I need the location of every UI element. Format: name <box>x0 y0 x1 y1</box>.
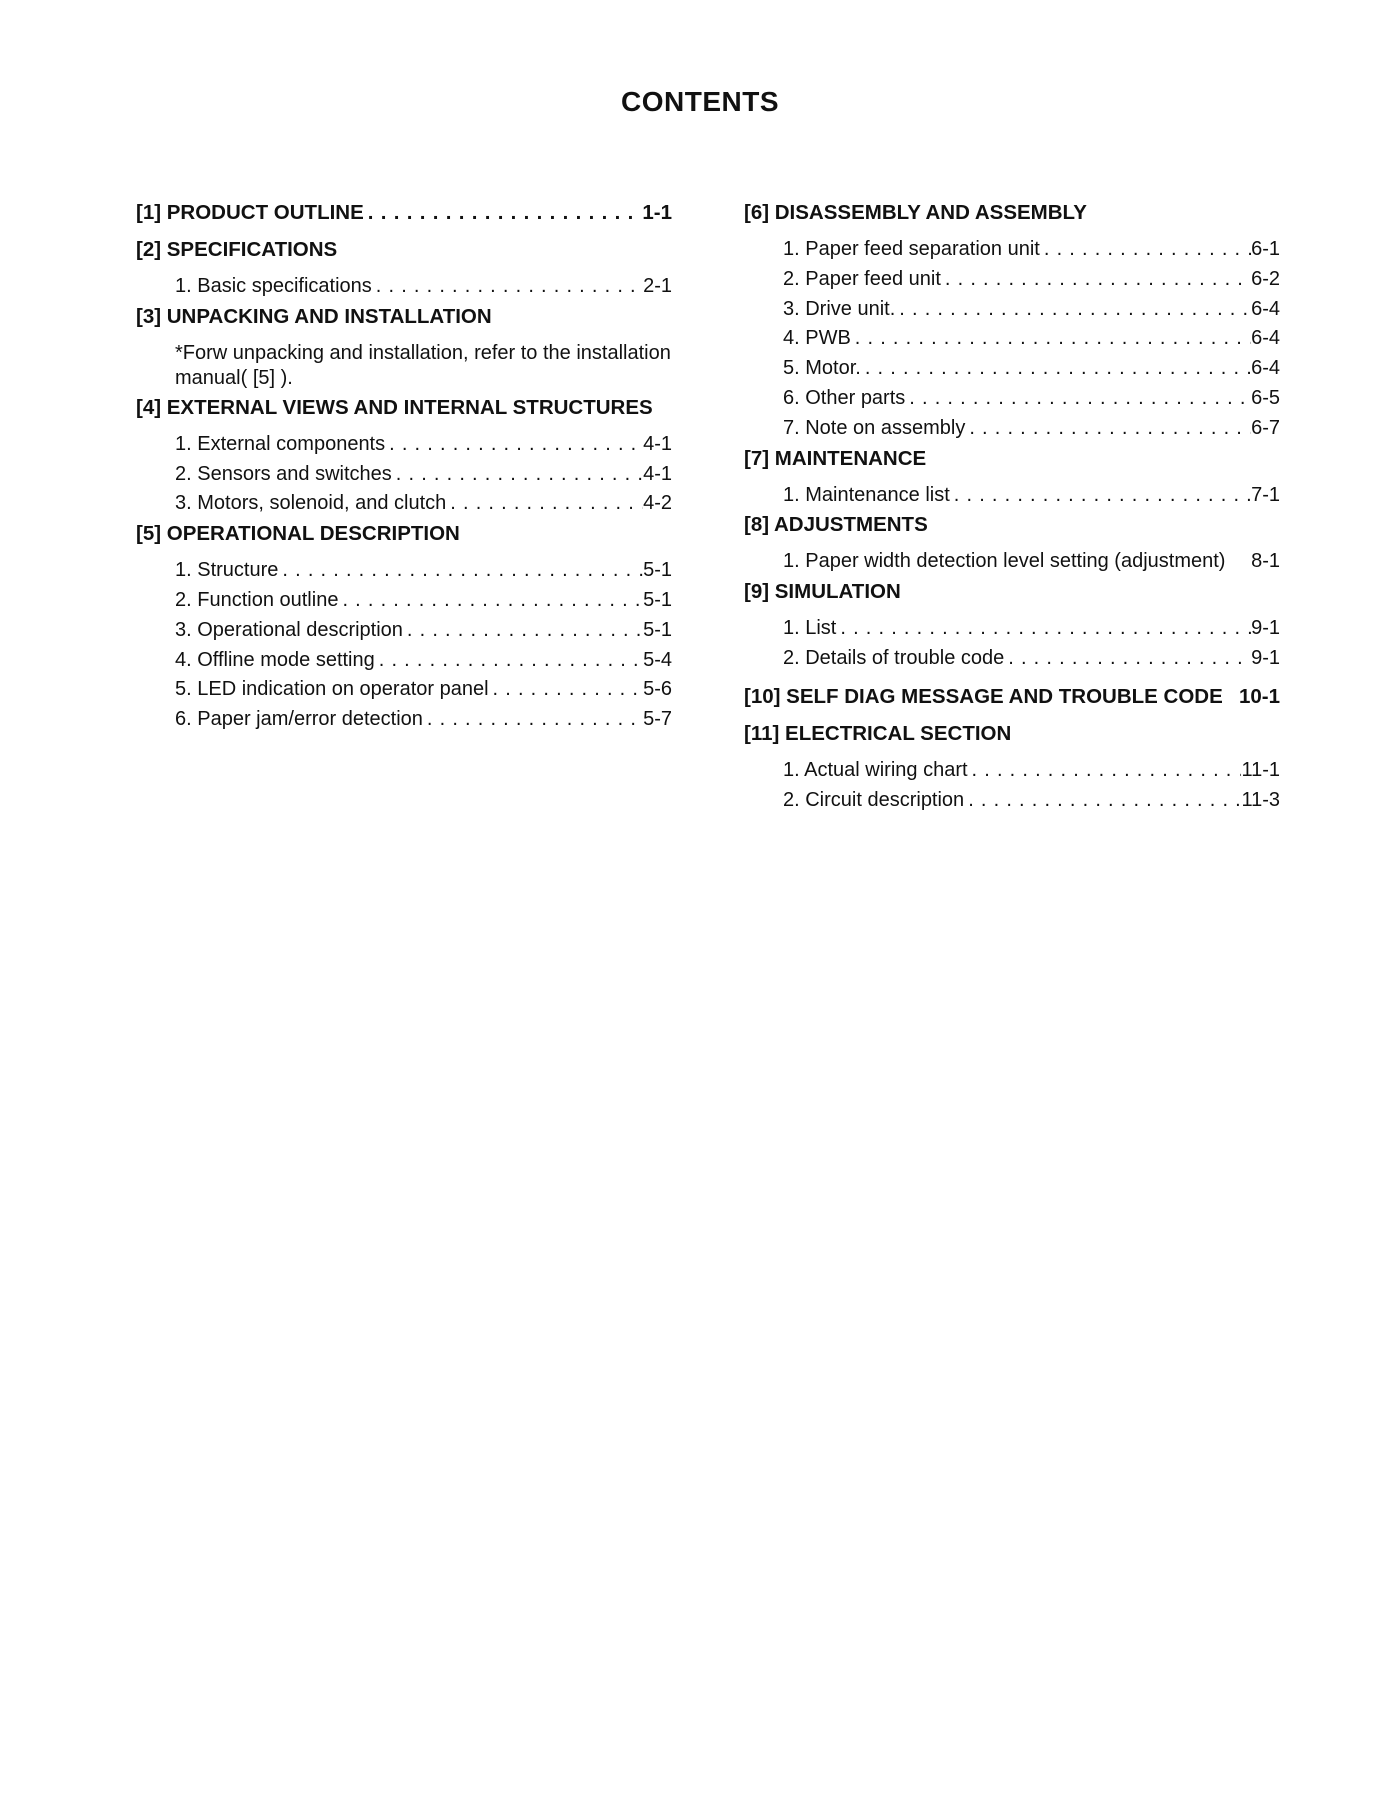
entry-title: 2. Function outline <box>175 588 339 611</box>
dot-leader <box>372 272 643 302</box>
heading-title: [4] EXTERNAL VIEWS AND INTERNAL STRUCTURES <box>136 395 653 419</box>
dot-leader <box>403 616 643 646</box>
page-title: CONTENTS <box>621 86 779 117</box>
dot-leader <box>392 460 643 490</box>
toc-heading-disassembly[interactable] <box>744 198 1280 228</box>
entry-title: 1. Structure <box>175 559 279 582</box>
entry-title: 2. Circuit description <box>783 788 965 811</box>
entry-title: 1. List <box>783 617 837 640</box>
entry-title: 2. Sensors and switches <box>175 462 392 485</box>
toc-left-column <box>136 198 672 735</box>
toc-entry[interactable] <box>136 586 672 616</box>
entry-title: 1. Paper width detection level setting (adjustment) <box>783 550 1226 573</box>
entry-title: 3. Motors, solenoid, and clutch <box>175 492 447 515</box>
toc-section-adjustments <box>744 510 1280 577</box>
page-number: 11-1 <box>1241 758 1280 781</box>
dot-leader <box>964 786 1241 816</box>
dot-leader <box>338 586 643 616</box>
heading-title: [1] PRODUCT OUTLINE <box>136 201 364 224</box>
toc-right-column <box>744 198 1280 815</box>
page-number: 10-1 <box>1238 684 1280 708</box>
note-line: manual( [5] ). <box>175 366 293 389</box>
dot-leader <box>965 414 1251 444</box>
page-number: 1-1 <box>642 201 672 224</box>
dot-leader <box>446 489 643 519</box>
toc-entry[interactable] <box>744 786 1280 816</box>
entry-title: 3. Drive unit. <box>783 297 896 320</box>
toc-section-product-outline <box>136 198 672 228</box>
toc-entry[interactable] <box>744 614 1280 644</box>
toc-entry[interactable] <box>136 430 672 460</box>
toc-entry[interactable] <box>744 547 1280 577</box>
toc-heading-specifications[interactable] <box>136 235 672 265</box>
dot-leader <box>836 614 1251 644</box>
page-number: 5-1 <box>643 588 672 611</box>
entry-title: 1. Paper feed separation unit <box>783 238 1040 260</box>
toc-heading-maintenance[interactable] <box>744 444 1280 474</box>
toc-section-unpacking <box>136 302 672 393</box>
entry-title: 2. Paper feed unit <box>783 267 941 290</box>
toc-section-specifications <box>136 235 672 302</box>
note-line: *Forw unpacking and installation, refer to the installation <box>175 341 671 364</box>
toc-entry[interactable] <box>744 295 1280 325</box>
entry-title: 4. Offline mode setting <box>175 648 375 671</box>
entry-title: 5. Motor. <box>783 357 861 380</box>
toc-entry[interactable] <box>744 384 1280 414</box>
toc-section-operational-description <box>136 519 672 735</box>
toc-heading-external-views[interactable] <box>136 393 672 423</box>
toc-entry[interactable] <box>744 481 1280 511</box>
page-number: 8-1 <box>1251 550 1280 573</box>
dot-leader <box>1040 235 1251 265</box>
toc-entry[interactable] <box>136 705 672 735</box>
page-number: 6-4 <box>1251 357 1280 380</box>
entry-title: 4. PWB <box>783 327 851 350</box>
toc-entry[interactable] <box>136 272 672 302</box>
heading-title: [3] UNPACKING AND INSTALLATION <box>136 304 492 328</box>
heading-title: [7] MAINTENANCE <box>744 446 927 470</box>
toc-entry[interactable] <box>744 756 1280 786</box>
toc-section-self-diag <box>744 682 1280 712</box>
heading-title: [2] SPECIFICATIONS <box>136 238 338 261</box>
dot-leader <box>364 198 643 228</box>
page-number: 5-4 <box>643 648 672 671</box>
entry-title: 3. Operational description <box>175 618 403 641</box>
toc-entry[interactable] <box>744 235 1280 265</box>
toc-heading-adjustments[interactable] <box>744 510 1280 540</box>
heading-title: [11] ELECTRICAL SECTION <box>744 721 1012 745</box>
page-number: 7-1 <box>1251 483 1280 506</box>
page-number: 4-1 <box>643 432 672 455</box>
entry-title: 1. Actual wiring chart <box>783 758 968 781</box>
dot-leader <box>950 481 1251 511</box>
dot-leader <box>861 354 1251 384</box>
toc-entry[interactable] <box>136 489 672 519</box>
toc-entry[interactable] <box>744 265 1280 295</box>
page-number: 2-1 <box>643 275 672 297</box>
entry-title: 1. Maintenance list <box>783 483 950 506</box>
page-number: 6-4 <box>1251 297 1280 320</box>
toc-section-maintenance <box>744 444 1280 511</box>
dot-leader <box>375 646 643 676</box>
page-number: 6-2 <box>1251 267 1280 290</box>
toc-entry[interactable] <box>136 460 672 490</box>
entry-title: 5. LED indication on operator panel <box>175 678 489 701</box>
toc-entry[interactable] <box>744 414 1280 444</box>
dot-leader <box>489 675 644 705</box>
page-number: 5-1 <box>643 559 672 582</box>
page-number: 4-1 <box>643 462 672 485</box>
toc-heading-simulation[interactable] <box>744 577 1280 607</box>
entry-title: 6. Paper jam/error detection <box>175 708 423 731</box>
toc-heading-operational-description[interactable] <box>136 519 672 549</box>
toc-entry[interactable] <box>136 675 672 705</box>
dot-leader <box>1004 644 1251 674</box>
toc-entry[interactable] <box>744 354 1280 384</box>
page-number: 4-2 <box>643 492 672 515</box>
dot-leader <box>905 384 1251 414</box>
page-number: 5-6 <box>643 678 672 701</box>
toc-heading-electrical[interactable] <box>744 719 1280 749</box>
heading-title: [9] SIMULATION <box>744 580 901 604</box>
toc-section-simulation <box>744 577 1280 674</box>
toc-section-disassembly <box>744 198 1280 444</box>
heading-title: [5] OPERATIONAL DESCRIPTION <box>136 522 460 546</box>
dot-leader <box>968 756 1242 786</box>
page-number: 5-1 <box>643 618 672 641</box>
toc-section-external-views <box>136 393 672 519</box>
dot-leader <box>385 430 643 460</box>
entry-title: 1. Basic specifications <box>175 275 372 297</box>
toc-heading-unpacking[interactable] <box>136 302 672 332</box>
installation-note <box>136 339 672 393</box>
toc-entry[interactable] <box>136 646 672 676</box>
toc-entry[interactable] <box>744 644 1280 674</box>
dot-leader <box>278 556 643 586</box>
page-number: 9-1 <box>1251 646 1280 669</box>
dot-leader <box>941 265 1251 295</box>
toc-heading-self-diag[interactable] <box>744 682 1280 712</box>
heading-title: [6] DISASSEMBLY AND ASSEMBLY <box>744 201 1087 224</box>
page-number: 6-4 <box>1251 327 1280 350</box>
dot-leader <box>851 324 1251 354</box>
entry-title: 2. Details of trouble code <box>783 646 1005 669</box>
page-number: 6-5 <box>1251 386 1280 409</box>
toc-entry[interactable] <box>136 616 672 646</box>
entry-title: 1. External components <box>175 432 386 455</box>
toc-heading-product-outline[interactable] <box>136 198 672 228</box>
heading-title: [10] SELF DIAG MESSAGE AND TROUBLE CODE <box>744 684 1223 708</box>
entry-title: 6. Other parts <box>783 386 906 409</box>
page-number: 11-3 <box>1241 788 1280 811</box>
heading-title: [8] ADJUSTMENTS <box>744 513 928 537</box>
page-number: 6-1 <box>1251 238 1280 260</box>
entry-title: 7. Note on assembly <box>783 416 966 439</box>
toc-entry[interactable] <box>136 556 672 586</box>
page-number: 6-7 <box>1251 416 1280 439</box>
dot-leader <box>895 295 1251 325</box>
page-number: 5-7 <box>643 708 672 731</box>
page-number: 9-1 <box>1251 617 1280 640</box>
toc-section-electrical <box>744 719 1280 816</box>
toc-entry[interactable] <box>744 324 1280 354</box>
dot-leader <box>423 705 643 735</box>
